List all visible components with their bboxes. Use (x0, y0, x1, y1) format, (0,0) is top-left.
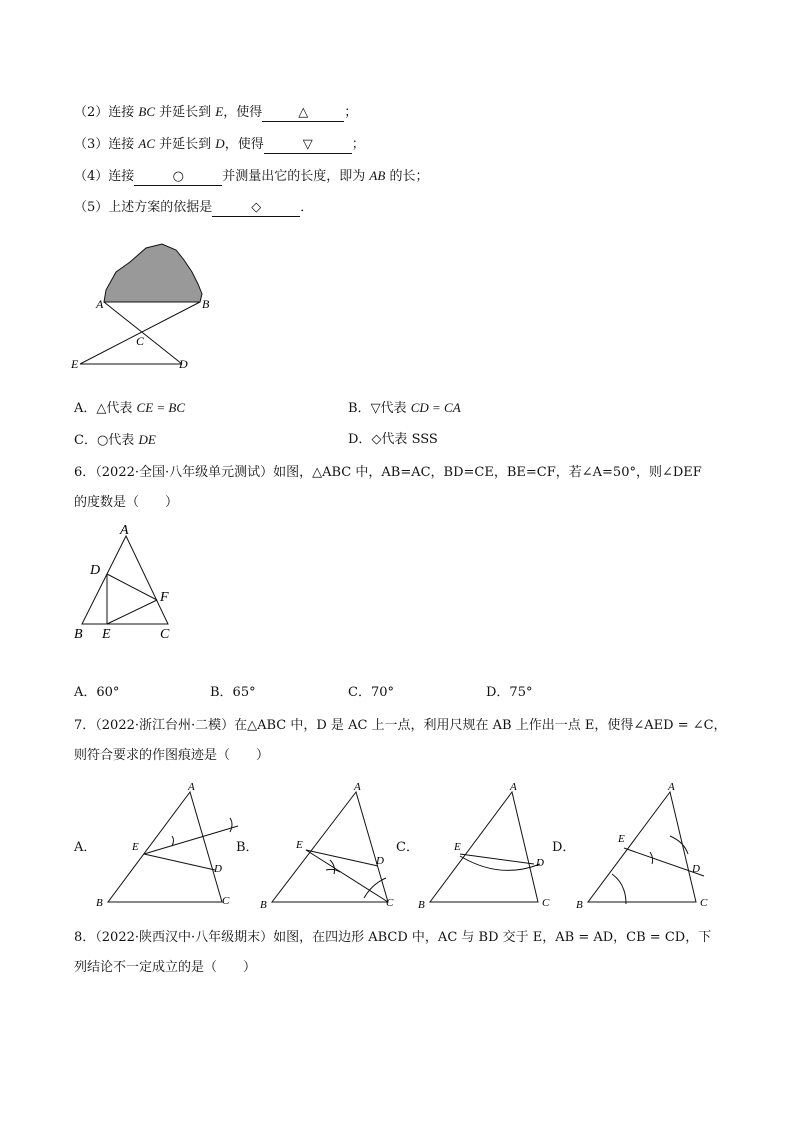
svg-text:B: B (96, 897, 103, 909)
q5-step-2: （2）连接 BC 并延长到 E，使得 △ ； (74, 104, 358, 120)
svg-text:E: E (296, 839, 303, 851)
svg-text:B: B (260, 899, 267, 911)
label-b: B (202, 297, 210, 311)
answer-blank: ○ (134, 169, 222, 186)
svg-text:D: D (376, 855, 384, 867)
q5-option-b[interactable]: B．▽代表 CD = CA (348, 400, 461, 416)
label-a: A (120, 523, 129, 538)
q6-figure (70, 520, 190, 645)
answer-blank: △ (262, 105, 344, 122)
q7-stem-line1: 7．（2022·浙江台州·二模）在△ABC 中，D 是 AC 上一点，利用尺规在 AB 上作出一点 E，使得∠AED = ∠C， (74, 718, 727, 733)
svg-text:E: E (132, 841, 139, 853)
q5-option-a[interactable]: A．△代表 CE = BC (74, 400, 186, 416)
q8-stem-line2: 列结论不一定成立的是（ ） (74, 960, 257, 975)
q6-option-d[interactable]: D．75° (486, 685, 533, 700)
svg-text:E: E (618, 833, 625, 845)
q8-stem-line1: 8．（2022·陕西汉中·八年级期末）如图，在四边形 ABCD 中，AC 与 BD 交于 E，AB = AD，CB = CD，下 (74, 930, 712, 945)
svg-text:C: C (700, 897, 708, 909)
q6-option-c[interactable]: C．70° (348, 685, 394, 700)
svg-text:A: A (188, 781, 195, 793)
triangle-abc (82, 536, 168, 624)
svg-text:C: C (222, 895, 230, 907)
svg-text:B: B (418, 899, 425, 911)
q7-figure-a[interactable] (92, 778, 247, 913)
q5-step-5: （5）上述方案的依据是 ◇ ． (74, 200, 314, 215)
segment-ad (104, 302, 182, 364)
svg-text:C: C (386, 897, 394, 909)
svg-text:D: D (536, 857, 544, 869)
q5-option-d[interactable]: D．◇代表 SSS (348, 432, 438, 447)
svg-text:D: D (692, 863, 700, 875)
label-f: F (160, 590, 169, 605)
q7-option-c-label[interactable]: C． (396, 840, 419, 855)
q7-option-a-label[interactable]: A． (74, 840, 97, 855)
q5-step-4: （4）连接 ○ 并测量出它的长度，即为 AB 的长； (74, 168, 429, 184)
svg-text:A: A (354, 781, 361, 793)
q6-stem-line1: 6．（2022·全国·八年级单元测试）如图，△ABC 中，AB=AC，BD=CE，BE=CF，若∠A=50°，则∠DEF (74, 465, 702, 480)
label-e: E (71, 357, 79, 371)
label-d: D (90, 563, 101, 578)
q7-option-b-label[interactable]: B． (236, 840, 259, 855)
segment-df (107, 574, 157, 600)
q7-figure-b[interactable] (254, 778, 404, 913)
q5-figure (66, 238, 226, 378)
q6-stem-line2: 的度数是（ ） (74, 495, 179, 510)
segment-be (80, 302, 200, 364)
q7-figure-d[interactable] (572, 778, 732, 913)
label-e: E (102, 627, 111, 642)
svg-text:C: C (542, 897, 550, 909)
label-d: D (179, 357, 188, 371)
svg-text:A: A (510, 781, 517, 793)
label-c: C (136, 334, 145, 348)
segment-ef (107, 600, 157, 624)
q6-option-a[interactable]: A．60° (74, 685, 120, 700)
obstacle-shape (104, 244, 202, 302)
label-a: A (96, 297, 104, 311)
perpendicular-bisector (144, 826, 238, 854)
svg-text:B: B (576, 899, 583, 911)
label-c: C (160, 627, 170, 642)
q7-figure-c[interactable] (414, 778, 564, 913)
q6-option-b[interactable]: B．65° (210, 685, 256, 700)
answer-blank: ▽ (264, 137, 352, 154)
svg-text:E: E (454, 841, 461, 853)
q5-option-c[interactable]: C．○代表 DE (74, 432, 156, 448)
label-b: B (74, 627, 83, 642)
svg-text:A: A (668, 781, 675, 793)
q7-stem-line2: 则符合要求的作图痕迹是（ ） (74, 748, 270, 763)
svg-text:D: D (214, 863, 222, 875)
answer-blank: ◇ (212, 200, 300, 217)
q7-option-d-label[interactable]: D． (552, 840, 576, 855)
q5-step-3: （3）连接 AC 并延长到 D，使得 ▽ ； (74, 136, 365, 152)
